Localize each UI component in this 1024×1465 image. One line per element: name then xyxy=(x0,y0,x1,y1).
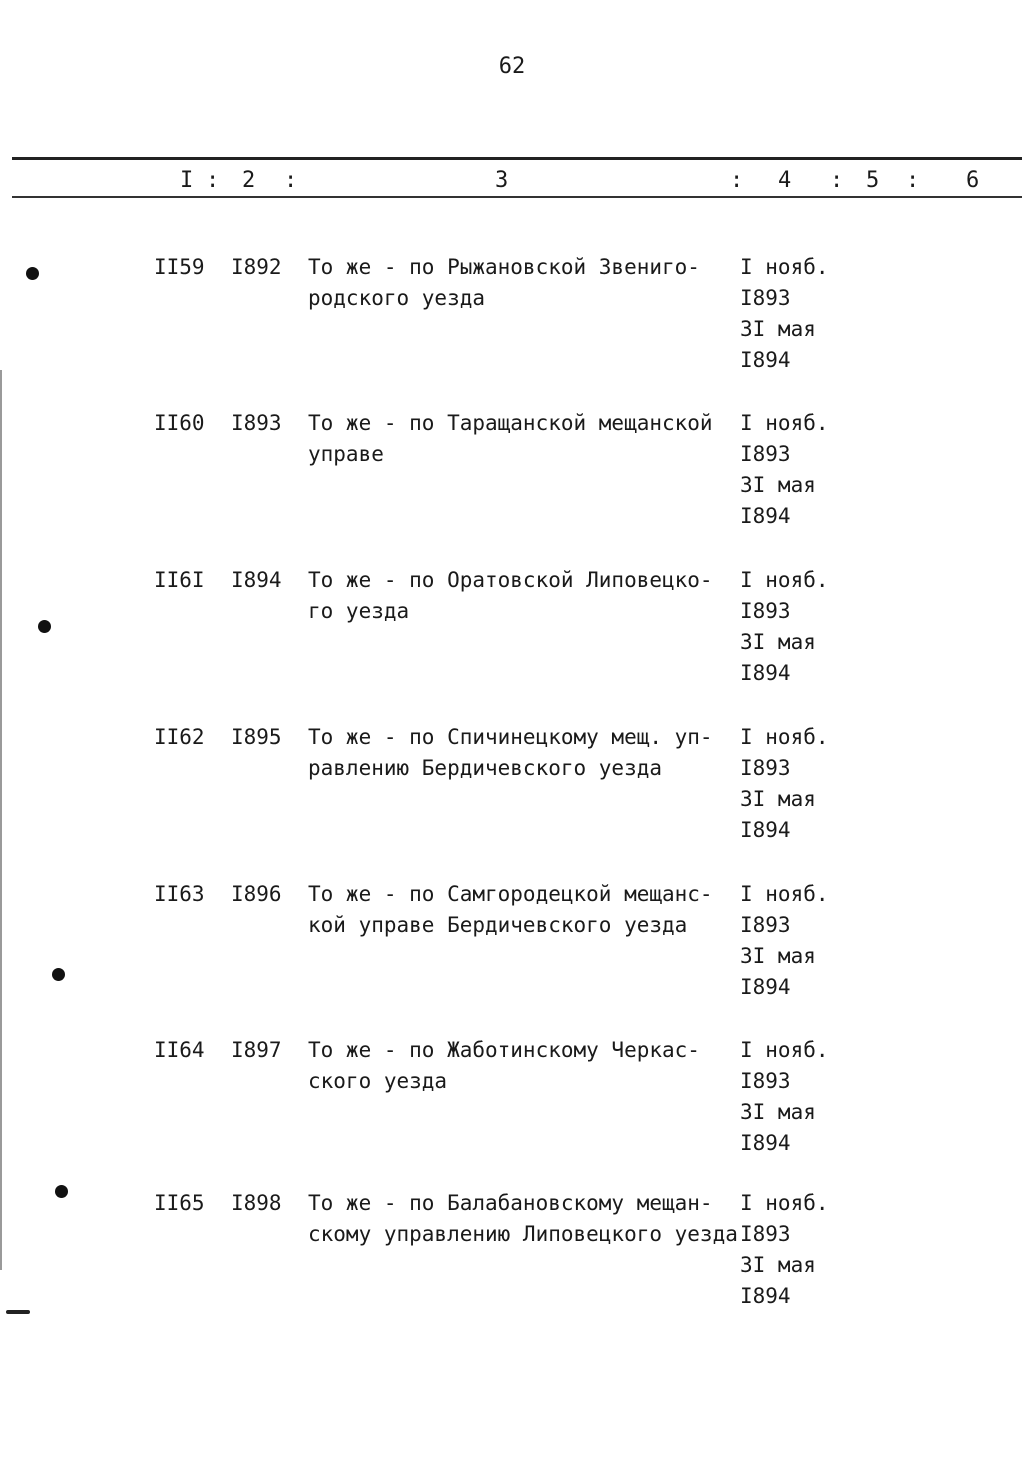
date-line: I893 xyxy=(740,756,791,780)
header-top-rule xyxy=(12,157,1022,160)
record-dates xyxy=(740,408,829,532)
date-line: I894 xyxy=(740,1131,791,1155)
page-number: 62 xyxy=(498,54,526,79)
punch-hole-mark xyxy=(55,1185,68,1198)
column-header-1: I xyxy=(180,168,194,193)
record-number: II65 xyxy=(154,1191,205,1215)
record-number: II62 xyxy=(154,725,205,749)
description-line: ского уезда xyxy=(308,1069,448,1093)
date-line: I894 xyxy=(740,504,791,528)
column-header-3: 3 xyxy=(495,168,509,193)
description-line: То же - по Самгородецкой мещанс- xyxy=(308,882,713,906)
description-line: го уезда xyxy=(308,599,410,623)
record-dates xyxy=(740,565,829,689)
date-line: 3I мая xyxy=(740,944,816,968)
date-line: 3I мая xyxy=(740,1100,816,1124)
column-header-5: 5 xyxy=(866,168,880,193)
date-line: I нояб. xyxy=(740,725,829,749)
date-line: I нояб. xyxy=(740,411,829,435)
column-separator: : xyxy=(906,168,920,193)
date-line: I894 xyxy=(740,348,791,372)
punch-hole-mark xyxy=(38,620,51,633)
record-description xyxy=(308,879,748,941)
date-line: I894 xyxy=(740,661,791,685)
date-line: I893 xyxy=(740,1222,791,1246)
record-dates xyxy=(740,1188,829,1312)
punch-hole-mark xyxy=(52,968,65,981)
date-line: I894 xyxy=(740,1284,791,1308)
description-line: То же - по Жаботинскому Черкас- xyxy=(308,1038,700,1062)
description-line: скому управлению Липовецкого уезда xyxy=(308,1222,738,1246)
date-line: I894 xyxy=(740,818,791,842)
description-line: кой управе Бердичевского уезда xyxy=(308,913,688,937)
record-number: II63 xyxy=(154,882,205,906)
record-year: I893 xyxy=(231,411,282,435)
record-description xyxy=(308,1188,748,1250)
date-line: 3I мая xyxy=(740,630,816,654)
record-dates xyxy=(740,722,829,846)
record-year: I892 xyxy=(231,255,282,279)
description-line: управе xyxy=(308,442,384,466)
column-header-4: 4 xyxy=(778,168,792,193)
date-line: 3I мая xyxy=(740,1253,816,1277)
date-line: I893 xyxy=(740,913,791,937)
column-separator: : xyxy=(830,168,844,193)
record-dates xyxy=(740,879,829,1003)
record-description xyxy=(308,1035,748,1097)
date-line: I нояб. xyxy=(740,568,829,592)
date-line: I893 xyxy=(740,1069,791,1093)
column-header-row xyxy=(0,168,1024,194)
date-line: I893 xyxy=(740,599,791,623)
date-line: I894 xyxy=(740,975,791,999)
punch-hole-mark xyxy=(26,267,39,280)
description-line: равлению Бердичевского уезда xyxy=(308,756,663,780)
date-line: I893 xyxy=(740,442,791,466)
header-bottom-rule xyxy=(12,196,1022,198)
column-header-2: 2 xyxy=(242,168,256,193)
column-header-6: 6 xyxy=(966,168,980,193)
date-line: I893 xyxy=(740,286,791,310)
date-line: I нояб. xyxy=(740,1191,829,1215)
column-separator: : xyxy=(206,168,220,193)
record-year: I894 xyxy=(231,568,282,592)
date-line: I нояб. xyxy=(740,255,829,279)
date-line: I нояб. xyxy=(740,1038,829,1062)
record-year: I897 xyxy=(231,1038,282,1062)
column-separator: : xyxy=(730,168,744,193)
record-number: II59 xyxy=(154,255,205,279)
date-line: 3I мая xyxy=(740,473,816,497)
description-line: родского уезда xyxy=(308,286,486,310)
description-line: То же - по Балабановскому мещан- xyxy=(308,1191,713,1215)
description-line: То же - по Рыжановской Звениго- xyxy=(308,255,700,279)
description-line: То же - по Таращанской мещанской xyxy=(308,411,713,435)
record-year: I898 xyxy=(231,1191,282,1215)
record-number: II6I xyxy=(154,568,205,592)
record-number: II64 xyxy=(154,1038,205,1062)
record-number: II60 xyxy=(154,411,205,435)
date-line: I нояб. xyxy=(740,882,829,906)
description-line: То же - по Спичинецкому мещ. уп- xyxy=(308,725,713,749)
column-separator: : xyxy=(284,168,298,193)
scan-edge-shadow xyxy=(0,370,2,1270)
record-dates xyxy=(740,252,829,376)
record-year: I896 xyxy=(231,882,282,906)
date-line: 3I мая xyxy=(740,317,816,341)
record-year: I895 xyxy=(231,725,282,749)
record-description xyxy=(308,408,748,470)
record-description xyxy=(308,722,748,784)
description-line: То же - по Оратовской Липовецко- xyxy=(308,568,713,592)
record-description xyxy=(308,252,748,314)
record-dates xyxy=(740,1035,829,1159)
scan-edge-mark xyxy=(6,1310,30,1314)
record-description xyxy=(308,565,748,627)
date-line: 3I мая xyxy=(740,787,816,811)
